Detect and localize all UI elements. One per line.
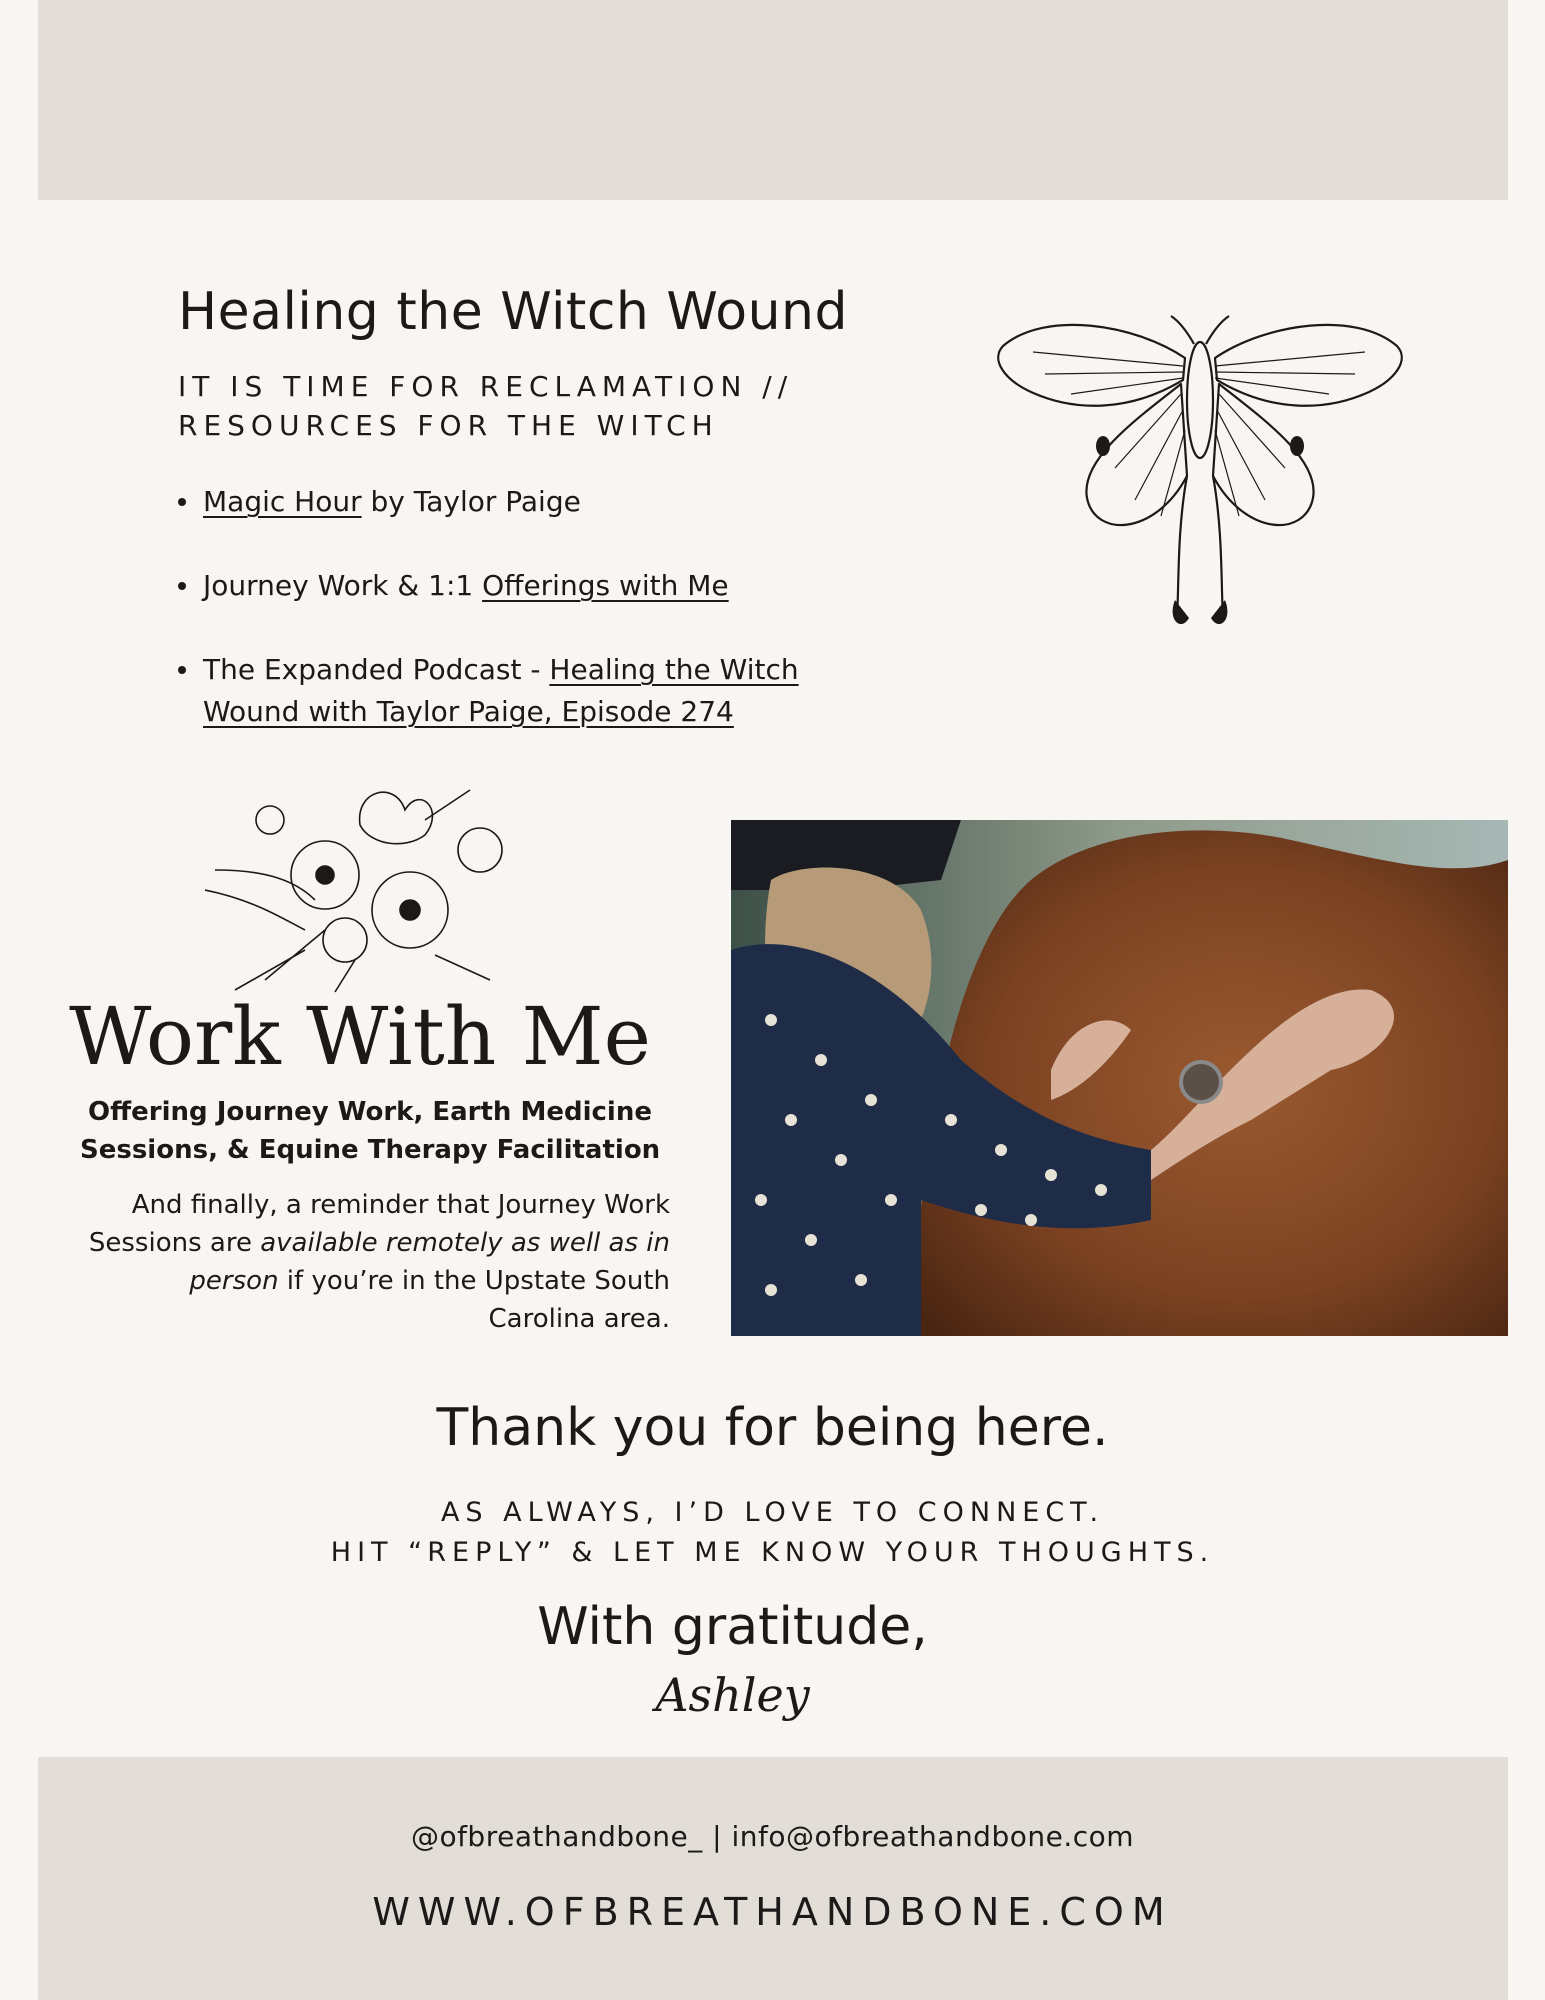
- work-subtitle-line-1: Offering Journey Work, Earth Medicine: [88, 1097, 652, 1127]
- signature: Ashley: [655, 1668, 810, 1722]
- instagram-handle-link[interactable]: @ofbreathandbone_: [410, 1820, 703, 1853]
- thank-you-heading: Thank you for being here.: [436, 1398, 1109, 1458]
- footer-contact: [0, 1820, 1545, 1853]
- offerings-link[interactable]: Offerings with Me: [482, 569, 729, 602]
- resource-text: Journey Work & 1:1: [203, 569, 483, 602]
- connect-line-2: HIT “REPLY” & LET ME KNOW YOUR THOUGHTS.: [330, 1537, 1215, 1568]
- floral-bouquet-icon: [205, 780, 515, 995]
- resource-item-magic-hour: [178, 481, 581, 523]
- resource-item-podcast: [178, 649, 799, 733]
- work-body-line: Sessions are available remotely as well as in: [88, 1228, 670, 1258]
- bullet-icon: [178, 582, 186, 590]
- footer-band: [38, 1757, 1508, 2000]
- work-body-line: And finally, a reminder that Journey Work: [131, 1190, 670, 1220]
- footer-separator: |: [702, 1820, 732, 1853]
- horse-photo: [731, 820, 1508, 1336]
- bullet-icon: [178, 498, 186, 506]
- podcast-link-part-1[interactable]: Healing the Witch: [549, 653, 799, 686]
- resource-item-offerings: [178, 565, 729, 607]
- magic-hour-link[interactable]: Magic Hour: [203, 485, 362, 518]
- bullet-icon: [178, 666, 186, 674]
- gratitude-text: With gratitude,: [537, 1597, 928, 1657]
- connect-line-1: AS ALWAYS, I’D LOVE TO CONNECT.: [440, 1497, 1105, 1528]
- resource-text: The Expanded Podcast -: [203, 653, 550, 686]
- website-link[interactable]: WWW.OFBREATHANDBONE.COM: [372, 1890, 1173, 1934]
- work-subtitle-line-2: Sessions, & Equine Therapy Facilitation: [80, 1135, 661, 1165]
- work-with-me-title: Work With Me: [69, 990, 651, 1083]
- podcast-link-part-2[interactable]: Wound with Taylor Paige, Episode 274: [203, 695, 734, 728]
- email-link[interactable]: info@ofbreathandbone.com: [731, 1820, 1135, 1853]
- page-title: Healing the Witch Wound: [178, 282, 849, 342]
- top-band: [38, 0, 1508, 200]
- luna-moth-icon: [985, 300, 1415, 635]
- work-body-line: person if you’re in the Upstate South: [189, 1266, 670, 1296]
- subtitle-line-2: RESOURCES FOR THE WITCH: [178, 409, 719, 442]
- work-body-line: Carolina area.: [488, 1304, 670, 1334]
- resource-text: by Taylor Paige: [361, 485, 581, 518]
- subtitle-line-1: IT IS TIME FOR RECLAMATION //: [178, 370, 794, 403]
